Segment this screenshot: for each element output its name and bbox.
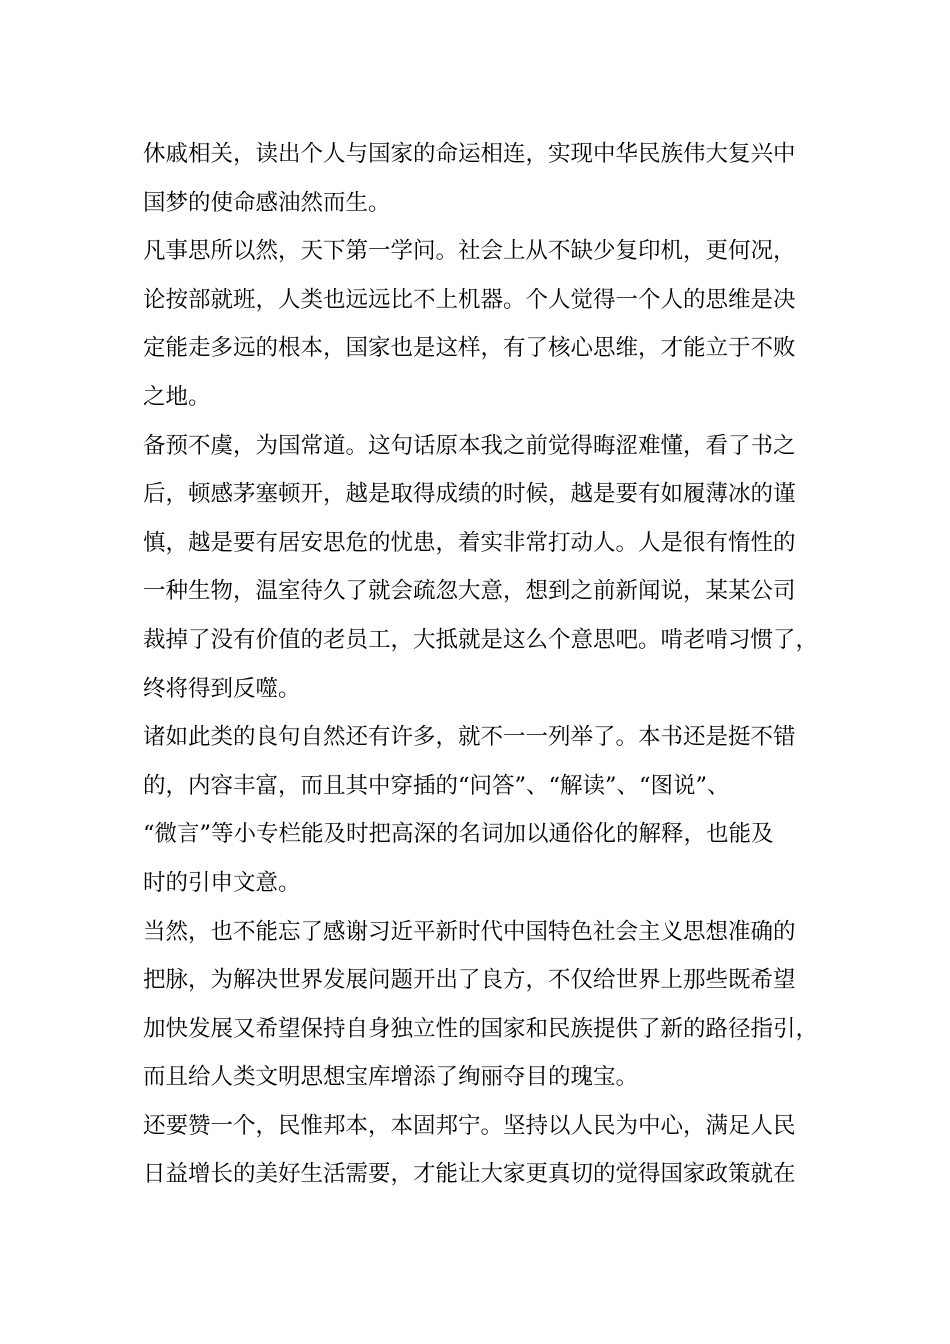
- document-text: [143, 130, 823, 1199]
- text-line: 国梦的使命感油然而生。: [143, 189, 391, 216]
- text-line: “微言”等小专栏能及时把高深的名词加以通俗化的解释，也能及: [143, 821, 774, 848]
- text-line: 还要赞一个，民惟邦本，本固邦宁。坚持以人民为中心，满足人民: [143, 1112, 796, 1139]
- text-line: 定能走多远的根本，国家也是这样，有了核心思维，才能立于不败: [143, 335, 796, 362]
- text-line: 诸如此类的良句自然还有许多，就不一一列举了。本书还是挺不错: [143, 724, 796, 751]
- text-line: 当然，也不能忘了感谢习近平新时代中国特色社会主义思想准确的: [143, 918, 796, 945]
- text-line: 的，内容丰富，而且其中穿插的“问答”、“解读”、“图说”、: [143, 772, 730, 799]
- text-line: 论按部就班，人类也远远比不上机器。个人觉得一个人的思维是决: [143, 286, 796, 313]
- text-line: 而且给人类文明思想宝库增添了绚丽夺目的瑰宝。: [143, 1064, 639, 1091]
- text-line: 终将得到反噬。: [143, 675, 301, 702]
- text-line: 慎，越是要有居安思危的忧患，着实非常打动人。人是很有惰性的: [143, 529, 796, 556]
- text-line: 把脉，为解决世界发展问题开出了良方，不仅给世界上那些既希望: [143, 967, 796, 994]
- text-line: 之地。: [143, 383, 211, 410]
- text-line: 时的引申文意。: [143, 869, 301, 896]
- text-line: 休戚相关，读出个人与国家的命运相连，实现中华民族伟大复兴中: [143, 141, 796, 167]
- text-line: 凡事思所以然，天下第一学问。社会上从不缺少复印机，更何况，: [143, 238, 796, 265]
- text-line: 日益增长的美好生活需要，才能让大家更真切的觉得国家政策就在: [143, 1161, 796, 1188]
- text-line: 后，顿感茅塞顿开，越是取得成绩的时候，越是要有如履薄冰的谨: [143, 481, 796, 508]
- text-line: 裁掉了没有价值的老员工，大抵就是这么个意思吧。啃老啃习惯了，: [143, 626, 819, 653]
- text-line: 加快发展又希望保持自身独立性的国家和民族提供了新的路径指引，: [143, 1015, 819, 1042]
- text-line: 备预不虞，为国常道。这句话原本我之前觉得晦涩难懂，看了书之: [143, 432, 796, 459]
- text-line: 一种生物，温室待久了就会疏忽大意，想到之前新闻说，某某公司: [143, 578, 796, 605]
